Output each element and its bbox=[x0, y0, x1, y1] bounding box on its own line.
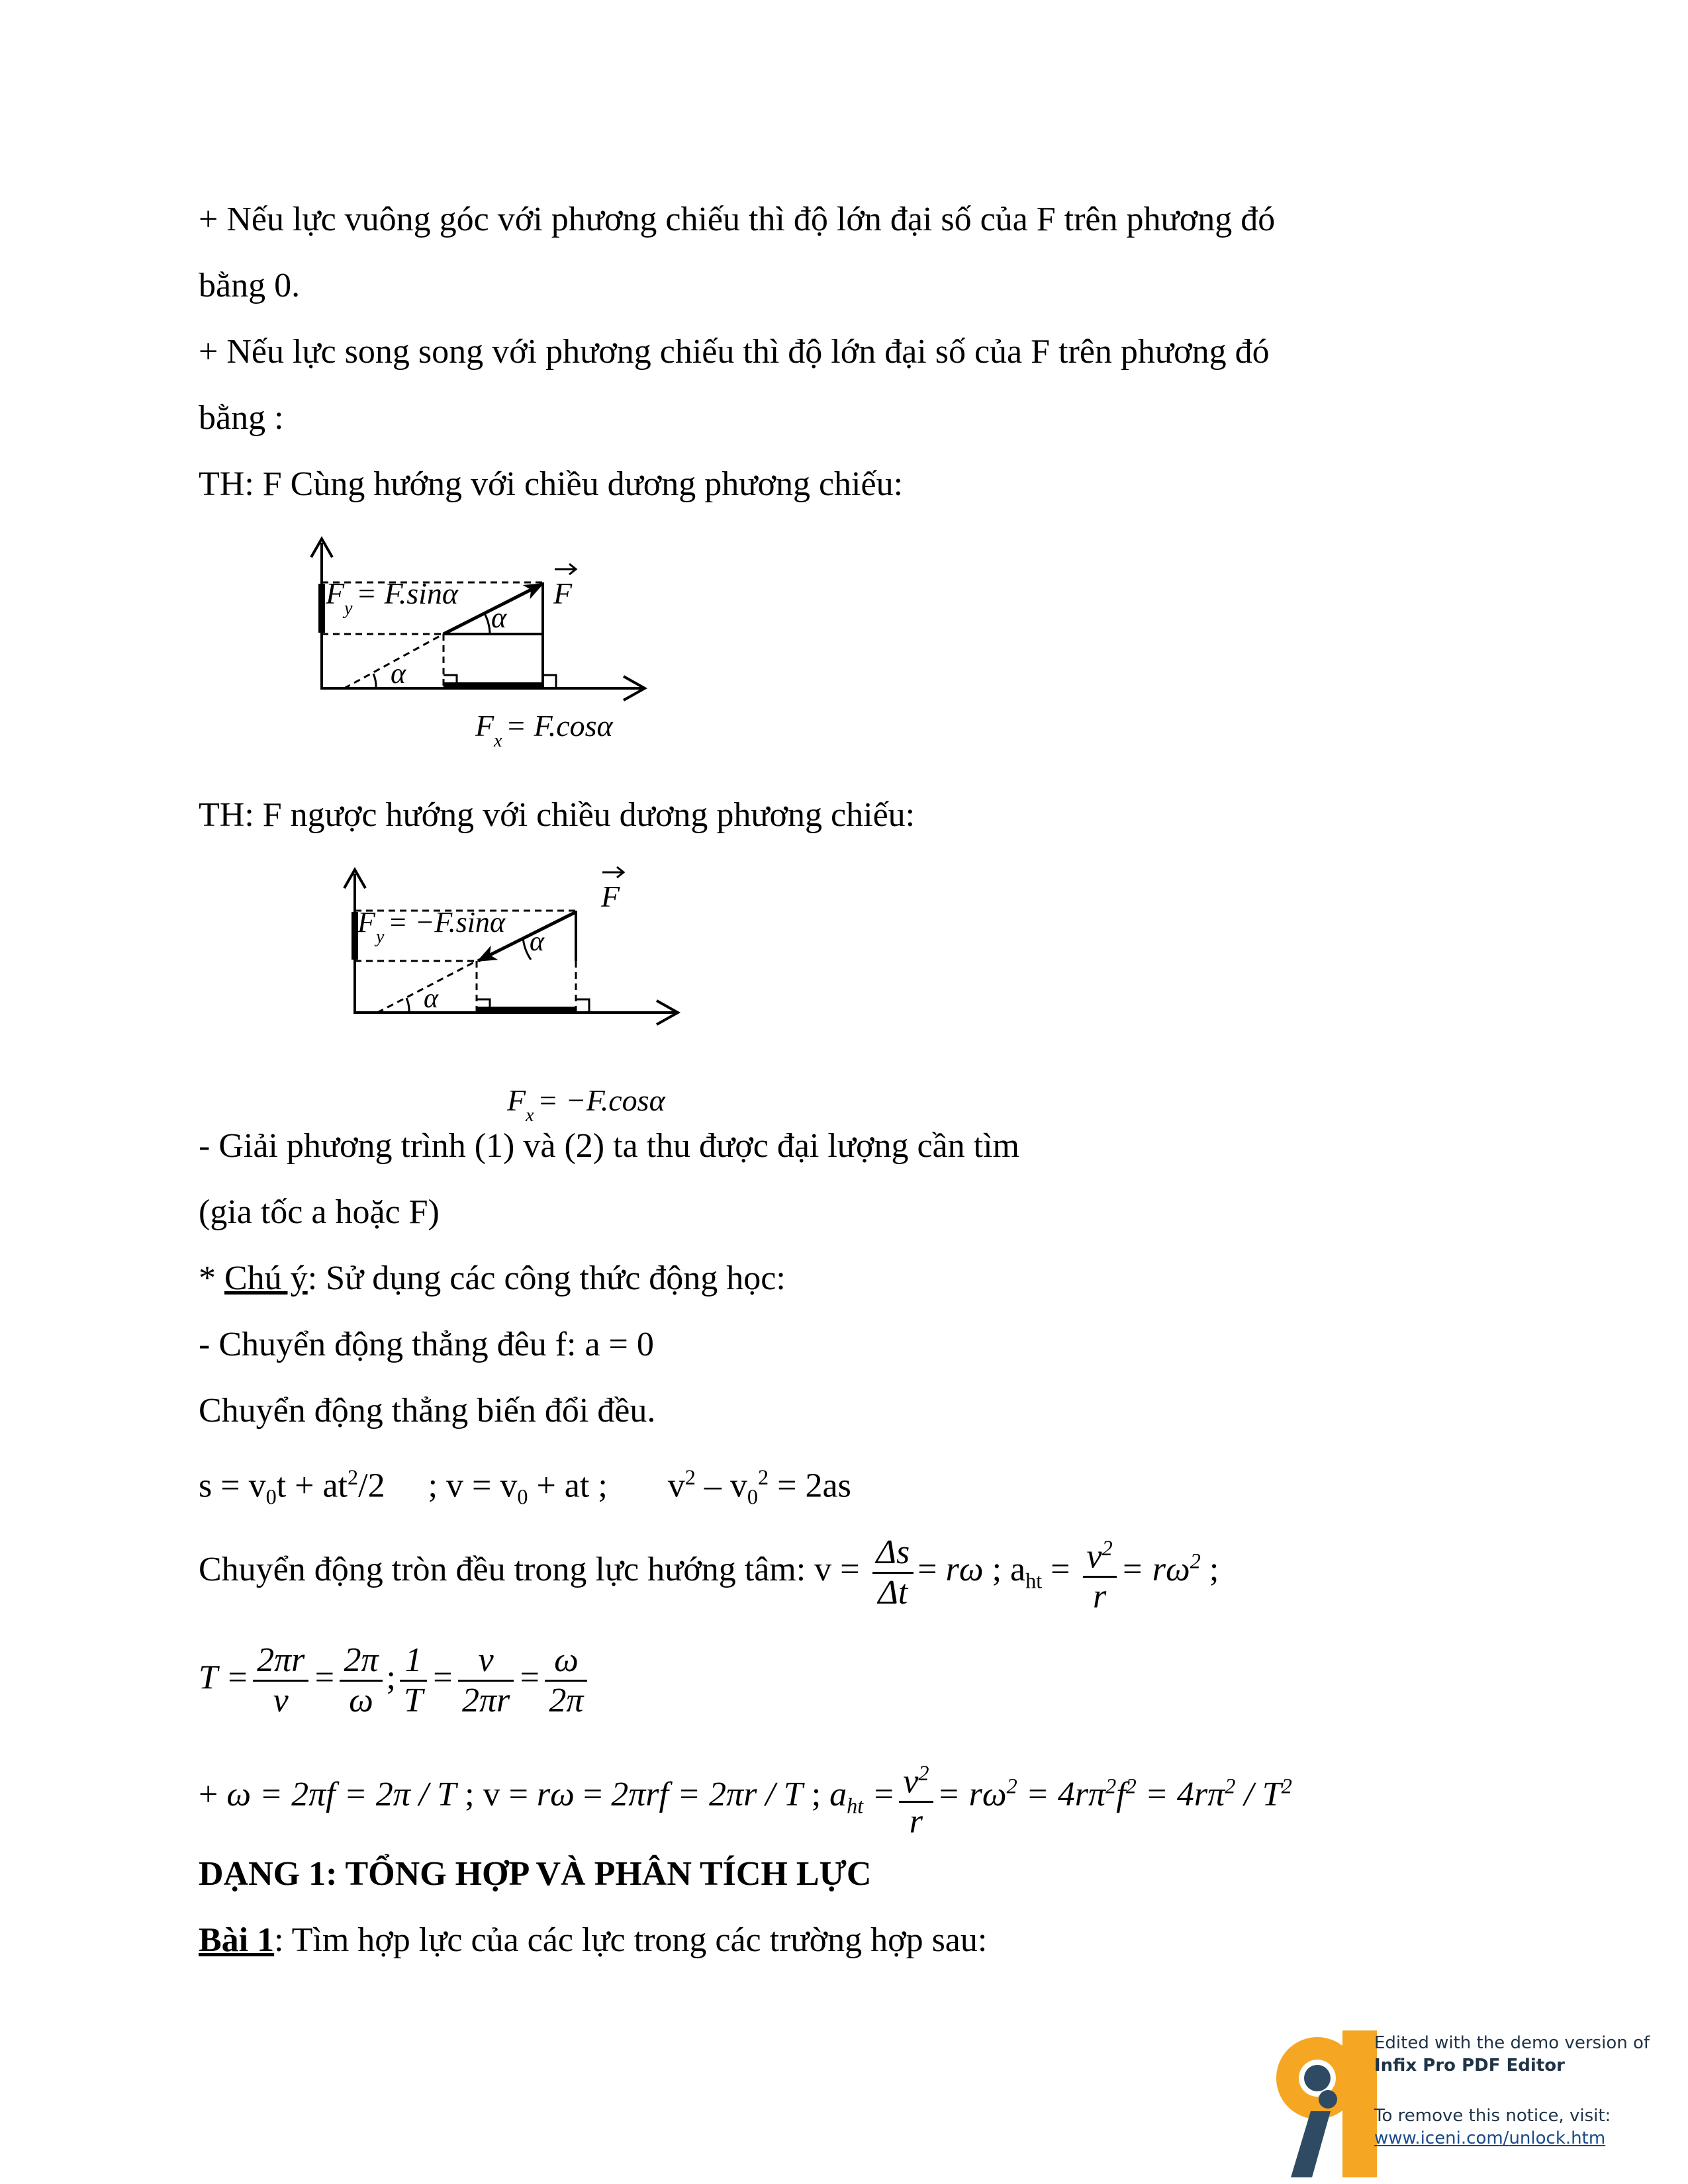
fy-symbol-2: F bbox=[357, 906, 375, 938]
formula-circular-motion: Chuyển động tròn đều trong lực hướng tâm: v = $\frac{\Delta s}{\Delta t}$ = rω ; $a_{ht}$ = $\frac{v^2}{r}$ = $r\omega^2$ ; bbox=[199, 1529, 1219, 1616]
watermark-link[interactable]: www.iceni.com/unlock.htm bbox=[1374, 2128, 1606, 2148]
alpha-label-bottom: α bbox=[391, 657, 406, 690]
watermark-line-2: Infix Pro PDF Editor bbox=[1374, 2056, 1565, 2075]
exercise-1: Bài 1: Tìm hợp lực của các lực trong các trường hợp sau: bbox=[199, 1921, 988, 1959]
diagram-same-direction bbox=[291, 529, 702, 761]
watermark-line-1: Edited with the demo version of bbox=[1374, 2033, 1650, 2053]
fy-equation: = F.sinα bbox=[356, 576, 459, 610]
formula-angular-velocity: + ω = 2πf = 2π / T ; v = rω = 2πrf = 2πr / T ; $a_{ht}$ = $\frac{v^2}{r}$ = $r\omega^2 = 4r\pi^2f^2 = 4r\pi^2 / T^2$ bbox=[199, 1754, 1292, 1841]
text-line-4: bằng : bbox=[199, 399, 284, 437]
alpha-label-top: α bbox=[491, 602, 507, 634]
text-line-10: - Chuyển động thẳng đêu f: a = 0 bbox=[199, 1326, 654, 1363]
text-line-3: + Nếu lực song song với phương chiếu thì độ lớn đại số của F trên phương đó bbox=[199, 333, 1270, 371]
watermark-line-3: To remove this notice, visit: bbox=[1374, 2106, 1611, 2126]
diagram-opposite-direction bbox=[324, 860, 735, 1138]
text-line-7: - Giải phương trình (1) và (2) ta thu được đại lượng cần tìm bbox=[199, 1127, 1019, 1165]
fx-symbol-2: F bbox=[507, 1083, 526, 1117]
alpha-label-bottom-2: α bbox=[424, 983, 439, 1014]
text-line-8: (gia tốc a hoặc F) bbox=[199, 1193, 440, 1231]
fx-subscript: x bbox=[494, 731, 502, 751]
fx-subscript-2: x bbox=[526, 1105, 534, 1126]
case-2-title: TH: F ngược hướng với chiều dương phương chiếu: bbox=[199, 796, 915, 834]
case-1-title: TH: F Cùng hướng với chiều dương phương chiếu: bbox=[199, 465, 904, 503]
fy-symbol: F bbox=[326, 576, 345, 610]
fy-equation-2: = −F.sinα bbox=[388, 906, 506, 938]
text-line-2: bằng 0. bbox=[199, 267, 301, 304]
note-label: Chú ý bbox=[224, 1259, 308, 1297]
f-vector-label-2: F bbox=[601, 880, 620, 913]
f-vector-label: F bbox=[553, 576, 573, 610]
note-line: * Chú ý: Sử dụng các công thức động học: bbox=[199, 1259, 786, 1297]
alpha-label-top-2: α bbox=[530, 927, 545, 957]
section-heading: DẠNG 1: TỔNG HỢP VÀ PHÂN TÍCH LỰC bbox=[199, 1855, 872, 1893]
text-line-11: Chuyển động thẳng biến đổi đều. bbox=[199, 1392, 656, 1430]
fy-subscript: y bbox=[344, 598, 353, 619]
fx-equation: = F.cosα bbox=[506, 709, 613, 743]
fy-subscript-2: y bbox=[376, 927, 385, 947]
text-line-1: + Nếu lực vuông góc với phương chiếu thì độ lớn đại số của F trên phương đó bbox=[199, 201, 1276, 238]
formula-uniform-acceleration: $s = v_0t + at^2/2$ ; $v = v_0$ + at ; $v^2 - v_0^2 = 2as$ bbox=[199, 1465, 851, 1509]
formula-period: T = $\frac{2\pi r}{v}$ = $\frac{2\pi}{\omega}$ ; $\frac{1}{T}$ = $\frac{v}{2\pi r}$ = $\frac{\omega}{2\pi}$ bbox=[199, 1641, 591, 1720]
fx-equation-2: = −F.cosα bbox=[538, 1083, 665, 1117]
exercise-label: Bài 1 bbox=[199, 1921, 275, 1959]
fx-symbol: F bbox=[475, 709, 494, 743]
